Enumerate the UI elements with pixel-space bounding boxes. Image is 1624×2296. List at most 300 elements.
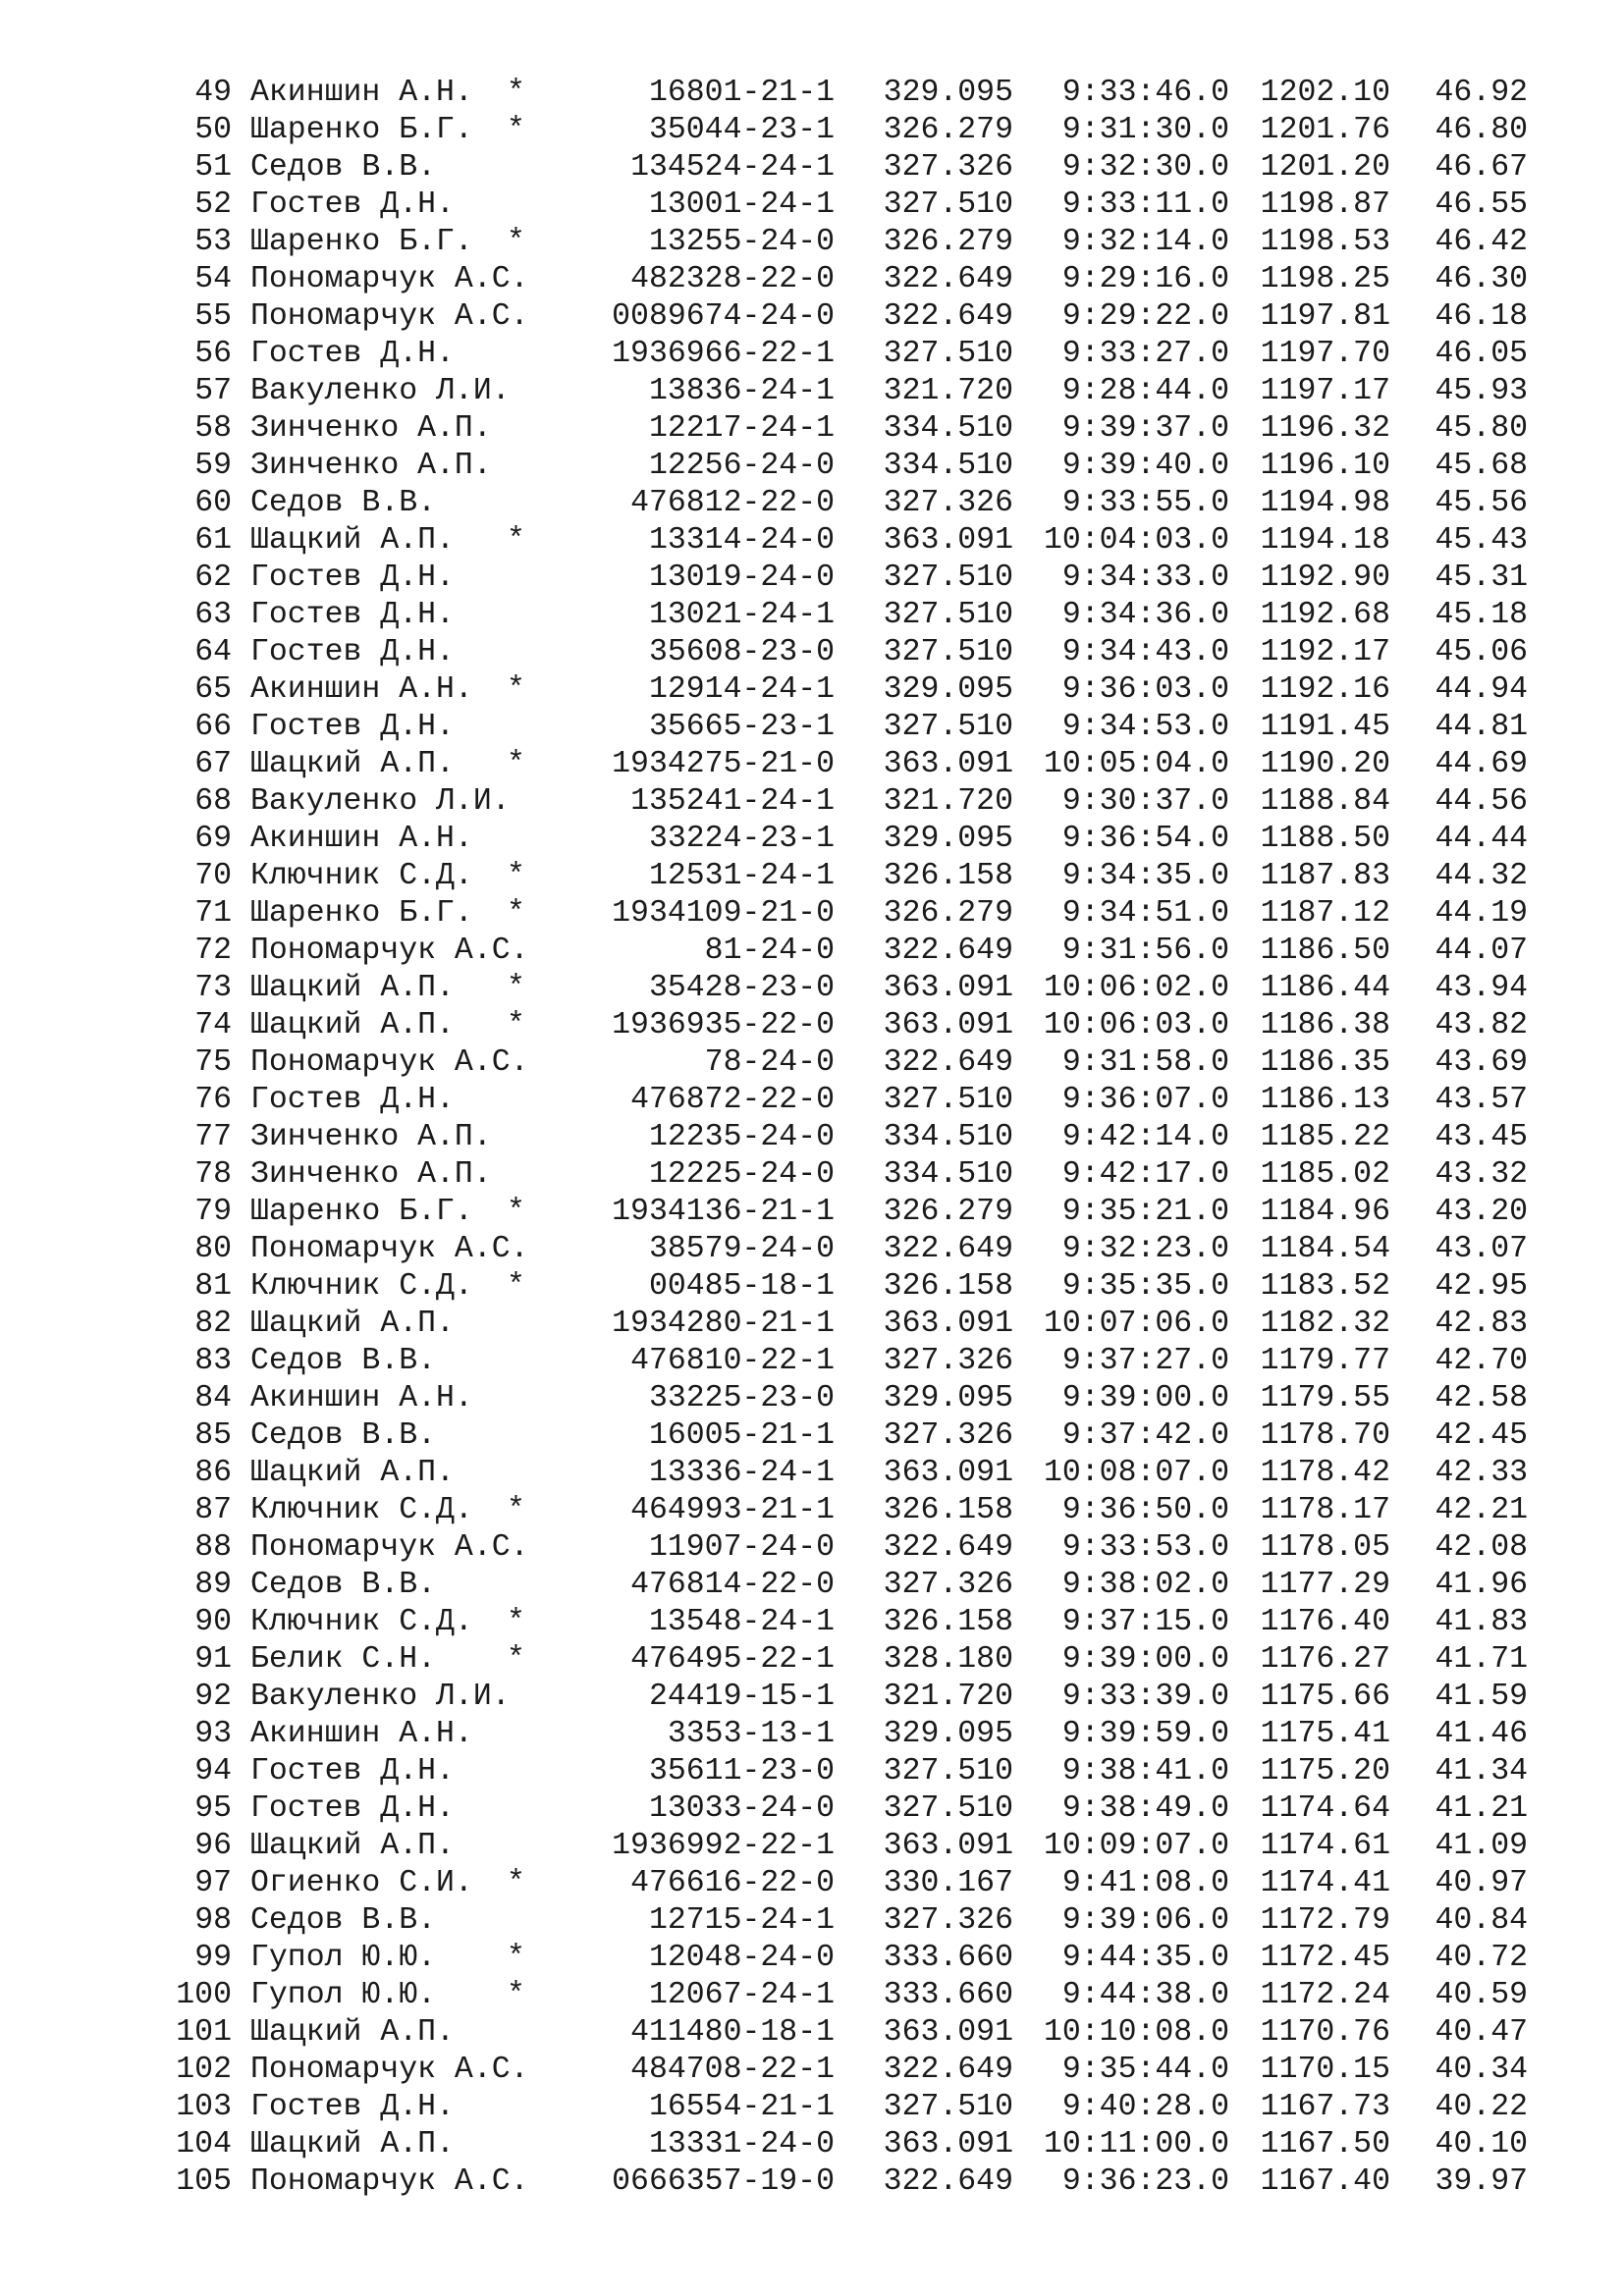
speed: 1187.12 bbox=[1260, 896, 1390, 931]
points: 44.81 bbox=[1435, 710, 1528, 744]
arrival-time: 9:41:08.0 bbox=[1061, 1866, 1229, 1900]
fancier-name: Гостев Д.Н. bbox=[250, 598, 455, 632]
speed: 1178.17 bbox=[1260, 1493, 1390, 1527]
ring-number: 13001-24-1 bbox=[648, 187, 835, 222]
ring-number: 38579-24-0 bbox=[648, 1232, 835, 1266]
points: 40.22 bbox=[1435, 2090, 1528, 2124]
table-row bbox=[157, 1082, 1528, 1119]
results-table bbox=[157, 75, 1528, 2201]
row-number: 84 bbox=[194, 1381, 232, 1415]
table-row bbox=[157, 746, 1528, 783]
table-row bbox=[157, 1417, 1528, 1455]
speed: 1202.10 bbox=[1260, 76, 1390, 110]
speed: 1194.98 bbox=[1260, 486, 1390, 520]
table-row bbox=[157, 1007, 1528, 1044]
fancier-name: Шацкий А.П. bbox=[250, 1456, 455, 1490]
points: 39.97 bbox=[1435, 2164, 1528, 2199]
row-number: 57 bbox=[194, 374, 232, 408]
ring-number: 12256-24-0 bbox=[648, 449, 835, 483]
distance: 327.326 bbox=[883, 1418, 1013, 1453]
arrival-time: 9:29:22.0 bbox=[1061, 299, 1229, 334]
distance: 327.510 bbox=[883, 635, 1013, 669]
star-mark bbox=[507, 2052, 546, 2089]
fancier-name: Шацкий А.П. bbox=[250, 971, 455, 1005]
speed: 1172.24 bbox=[1260, 1978, 1390, 2012]
speed: 1190.20 bbox=[1260, 747, 1390, 781]
table-row bbox=[157, 75, 1528, 112]
speed: 1172.79 bbox=[1260, 1903, 1390, 1938]
distance: 329.095 bbox=[883, 672, 1013, 707]
star-mark: * bbox=[507, 1941, 525, 1975]
ring-number: 476810-22-1 bbox=[630, 1344, 835, 1378]
distance: 334.510 bbox=[883, 411, 1013, 446]
arrival-time: 9:31:56.0 bbox=[1061, 934, 1229, 968]
points: 46.67 bbox=[1435, 150, 1528, 185]
ring-number: 0089674-24-0 bbox=[612, 299, 835, 334]
distance: 322.649 bbox=[883, 2053, 1013, 2087]
distance: 330.167 bbox=[883, 1866, 1013, 1900]
ring-number: 81-24-0 bbox=[704, 934, 835, 968]
points: 43.07 bbox=[1435, 1232, 1528, 1266]
distance: 327.510 bbox=[883, 598, 1013, 632]
table-row bbox=[157, 895, 1528, 933]
ring-number: 484708-22-1 bbox=[630, 2053, 835, 2087]
arrival-time: 9:34:36.0 bbox=[1061, 598, 1229, 632]
ring-number: 13548-24-1 bbox=[648, 1605, 835, 1639]
row-number: 73 bbox=[194, 971, 232, 1005]
star-mark bbox=[507, 410, 546, 448]
speed: 1191.45 bbox=[1260, 710, 1390, 744]
row-number: 68 bbox=[194, 784, 232, 819]
arrival-time: 9:35:21.0 bbox=[1061, 1195, 1229, 1229]
distance: 327.510 bbox=[883, 2090, 1013, 2124]
fancier-name: Седов В.В. bbox=[250, 486, 437, 520]
fancier-name: Пономарчук А.С. bbox=[250, 2164, 529, 2199]
fancier-name: Гостев Д.Н. bbox=[250, 2090, 455, 2124]
row-number: 70 bbox=[194, 859, 232, 893]
speed: 1174.61 bbox=[1260, 1829, 1390, 1863]
table-row bbox=[157, 933, 1528, 970]
arrival-time: 9:32:30.0 bbox=[1061, 150, 1229, 185]
ring-number: 78-24-0 bbox=[704, 1045, 835, 1080]
ring-number: 35428-23-0 bbox=[648, 971, 835, 1005]
arrival-time: 9:32:23.0 bbox=[1061, 1232, 1229, 1266]
row-number: 65 bbox=[194, 672, 232, 707]
fancier-name: Пономарчук А.С. bbox=[250, 2053, 529, 2087]
speed: 1198.25 bbox=[1260, 262, 1390, 296]
speed: 1192.16 bbox=[1260, 672, 1390, 707]
distance: 363.091 bbox=[883, 747, 1013, 781]
speed: 1167.40 bbox=[1260, 2164, 1390, 2199]
fancier-name: Ключник С.Д. bbox=[250, 1493, 473, 1527]
points: 40.47 bbox=[1435, 2015, 1528, 2050]
speed: 1192.17 bbox=[1260, 635, 1390, 669]
ring-number: 482328-22-0 bbox=[630, 262, 835, 296]
speed: 1201.20 bbox=[1260, 150, 1390, 185]
points: 41.09 bbox=[1435, 1829, 1528, 1863]
points: 46.18 bbox=[1435, 299, 1528, 334]
points: 40.84 bbox=[1435, 1903, 1528, 1938]
ring-number: 411480-18-1 bbox=[630, 2015, 835, 2050]
arrival-time: 9:40:28.0 bbox=[1061, 2090, 1229, 2124]
fancier-name: Шацкий А.П. bbox=[250, 523, 455, 558]
distance: 327.510 bbox=[883, 337, 1013, 371]
fancier-name: Шацкий А.П. bbox=[250, 1829, 455, 1863]
table-row bbox=[157, 149, 1528, 187]
distance: 321.720 bbox=[883, 374, 1013, 408]
row-number: 53 bbox=[194, 225, 232, 259]
fancier-name: Зинченко А.П. bbox=[250, 1157, 492, 1192]
distance: 327.510 bbox=[883, 710, 1013, 744]
distance: 326.158 bbox=[883, 859, 1013, 893]
star-mark bbox=[507, 373, 546, 410]
star-mark: * bbox=[507, 896, 525, 931]
points: 42.21 bbox=[1435, 1493, 1528, 1527]
fancier-name: Вакуленко Л.И. bbox=[250, 374, 511, 408]
distance: 363.091 bbox=[883, 1307, 1013, 1341]
points: 42.08 bbox=[1435, 1530, 1528, 1565]
table-row bbox=[157, 1380, 1528, 1417]
ring-number: 12067-24-1 bbox=[648, 1978, 835, 2012]
distance: 322.649 bbox=[883, 1232, 1013, 1266]
table-row bbox=[157, 1231, 1528, 1268]
points: 46.92 bbox=[1435, 76, 1528, 110]
row-number: 74 bbox=[194, 1008, 232, 1042]
speed: 1170.15 bbox=[1260, 2053, 1390, 2087]
ring-number: 35608-23-0 bbox=[648, 635, 835, 669]
speed: 1172.45 bbox=[1260, 1941, 1390, 1975]
distance: 326.279 bbox=[883, 113, 1013, 147]
star-mark: * bbox=[507, 225, 525, 259]
row-number: 61 bbox=[194, 523, 232, 558]
arrival-time: 9:39:00.0 bbox=[1061, 1381, 1229, 1415]
ring-number: 476495-22-1 bbox=[630, 1642, 835, 1677]
arrival-time: 9:33:55.0 bbox=[1061, 486, 1229, 520]
ring-number: 13836-24-1 bbox=[648, 374, 835, 408]
ring-number: 12225-24-0 bbox=[648, 1157, 835, 1192]
table-row bbox=[157, 1529, 1528, 1567]
points: 43.32 bbox=[1435, 1157, 1528, 1192]
fancier-name: Ключник С.Д. bbox=[250, 1605, 473, 1639]
arrival-time: 9:36:03.0 bbox=[1061, 672, 1229, 707]
arrival-time: 10:09:07.0 bbox=[1043, 1829, 1229, 1863]
table-row bbox=[157, 1865, 1528, 1902]
fancier-name: Гостев Д.Н. bbox=[250, 187, 455, 222]
speed: 1170.76 bbox=[1260, 2015, 1390, 2050]
table-row bbox=[157, 2014, 1528, 2052]
star-mark: * bbox=[507, 1605, 525, 1639]
ring-number: 35665-23-1 bbox=[648, 710, 835, 744]
star-mark: * bbox=[507, 1642, 525, 1677]
points: 45.31 bbox=[1435, 561, 1528, 595]
row-number: 75 bbox=[194, 1045, 232, 1080]
ring-number: 13331-24-0 bbox=[648, 2127, 835, 2162]
distance: 322.649 bbox=[883, 1530, 1013, 1565]
ring-number: 1936966-22-1 bbox=[612, 337, 835, 371]
arrival-time: 9:36:54.0 bbox=[1061, 822, 1229, 856]
arrival-time: 9:33:27.0 bbox=[1061, 337, 1229, 371]
star-mark: * bbox=[507, 1978, 525, 2012]
speed: 1197.70 bbox=[1260, 337, 1390, 371]
speed: 1192.90 bbox=[1260, 561, 1390, 595]
fancier-name: Зинченко А.П. bbox=[250, 449, 492, 483]
distance: 327.510 bbox=[883, 187, 1013, 222]
row-number: 83 bbox=[194, 1344, 232, 1378]
star-mark: * bbox=[507, 76, 525, 110]
distance: 329.095 bbox=[883, 76, 1013, 110]
fancier-name: Акиншин А.Н. bbox=[250, 672, 473, 707]
table-row bbox=[157, 2163, 1528, 2201]
points: 45.06 bbox=[1435, 635, 1528, 669]
row-number: 58 bbox=[194, 411, 232, 446]
row-number: 72 bbox=[194, 934, 232, 968]
row-number: 69 bbox=[194, 822, 232, 856]
star-mark bbox=[507, 2089, 546, 2126]
fancier-name: Пономарчук А.С. bbox=[250, 1232, 529, 1266]
row-number: 66 bbox=[194, 710, 232, 744]
arrival-time: 9:37:15.0 bbox=[1061, 1605, 1229, 1639]
star-mark bbox=[507, 298, 546, 336]
speed: 1186.35 bbox=[1260, 1045, 1390, 1080]
star-mark: * bbox=[507, 672, 525, 707]
row-number: 60 bbox=[194, 486, 232, 520]
points: 43.82 bbox=[1435, 1008, 1528, 1042]
fancier-name: Гостев Д.Н. bbox=[250, 635, 455, 669]
fancier-name: Шацкий А.П. bbox=[250, 1008, 455, 1042]
table-row bbox=[157, 709, 1528, 746]
star-mark bbox=[507, 261, 546, 298]
ring-number: 135241-24-1 bbox=[630, 784, 835, 819]
points: 43.69 bbox=[1435, 1045, 1528, 1080]
speed: 1196.32 bbox=[1260, 411, 1390, 446]
arrival-time: 9:33:39.0 bbox=[1061, 1680, 1229, 1714]
table-row bbox=[157, 2089, 1528, 2126]
fancier-name: Гостев Д.Н. bbox=[250, 1791, 455, 1826]
distance: 363.091 bbox=[883, 1829, 1013, 1863]
row-number: 92 bbox=[194, 1680, 232, 1714]
points: 45.80 bbox=[1435, 411, 1528, 446]
row-number: 56 bbox=[194, 337, 232, 371]
speed: 1178.70 bbox=[1260, 1418, 1390, 1453]
speed: 1196.10 bbox=[1260, 449, 1390, 483]
fancier-name: Седов В.В. bbox=[250, 1568, 437, 1602]
star-mark bbox=[507, 821, 546, 858]
fancier-name: Пономарчук А.С. bbox=[250, 934, 529, 968]
points: 41.83 bbox=[1435, 1605, 1528, 1639]
row-number: 52 bbox=[194, 187, 232, 222]
points: 46.80 bbox=[1435, 113, 1528, 147]
speed: 1198.53 bbox=[1260, 225, 1390, 259]
table-row bbox=[157, 560, 1528, 597]
arrival-time: 9:39:40.0 bbox=[1061, 449, 1229, 483]
table-row bbox=[157, 448, 1528, 485]
points: 44.19 bbox=[1435, 896, 1528, 931]
arrival-time: 9:28:44.0 bbox=[1061, 374, 1229, 408]
speed: 1167.73 bbox=[1260, 2090, 1390, 2124]
speed: 1178.05 bbox=[1260, 1530, 1390, 1565]
fancier-name: Гупол Ю.Ю. bbox=[250, 1941, 437, 1975]
row-number: 105 bbox=[176, 2164, 232, 2199]
speed: 1194.18 bbox=[1260, 523, 1390, 558]
fancier-name: Ключник С.Д. bbox=[250, 1269, 473, 1304]
arrival-time: 9:42:17.0 bbox=[1061, 1157, 1229, 1192]
distance: 329.095 bbox=[883, 1381, 1013, 1415]
points: 45.93 bbox=[1435, 374, 1528, 408]
row-number: 78 bbox=[194, 1157, 232, 1192]
ring-number: 35611-23-0 bbox=[648, 1754, 835, 1789]
row-number: 49 bbox=[194, 76, 232, 110]
star-mark bbox=[507, 2014, 546, 2052]
table-row bbox=[157, 821, 1528, 858]
table-row bbox=[157, 522, 1528, 560]
fancier-name: Гупол Ю.Ю. bbox=[250, 1978, 437, 2012]
points: 41.96 bbox=[1435, 1568, 1528, 1602]
speed: 1186.50 bbox=[1260, 934, 1390, 968]
fancier-name: Гостев Д.Н. bbox=[250, 561, 455, 595]
row-number: 100 bbox=[176, 1978, 232, 2012]
ring-number: 1934275-21-0 bbox=[612, 747, 835, 781]
table-row bbox=[157, 298, 1528, 336]
distance: 326.279 bbox=[883, 1195, 1013, 1229]
row-number: 81 bbox=[194, 1269, 232, 1304]
star-mark bbox=[507, 149, 546, 187]
table-row bbox=[157, 1828, 1528, 1865]
speed: 1179.55 bbox=[1260, 1381, 1390, 1415]
star-mark bbox=[507, 1380, 546, 1417]
points: 45.18 bbox=[1435, 598, 1528, 632]
points: 44.44 bbox=[1435, 822, 1528, 856]
distance: 329.095 bbox=[883, 822, 1013, 856]
distance: 329.095 bbox=[883, 1717, 1013, 1751]
fancier-name: Вакуленко Л.И. bbox=[250, 1680, 511, 1714]
star-mark bbox=[507, 560, 546, 597]
distance: 328.180 bbox=[883, 1642, 1013, 1677]
fancier-name: Пономарчук А.С. bbox=[250, 299, 529, 334]
points: 40.10 bbox=[1435, 2127, 1528, 2162]
arrival-time: 10:05:04.0 bbox=[1043, 747, 1229, 781]
star-mark: * bbox=[507, 1195, 525, 1229]
ring-number: 134524-24-1 bbox=[630, 150, 835, 185]
table-row bbox=[157, 1641, 1528, 1679]
table-row bbox=[157, 1306, 1528, 1343]
table-row bbox=[157, 1977, 1528, 2014]
points: 41.59 bbox=[1435, 1680, 1528, 1714]
speed: 1174.41 bbox=[1260, 1866, 1390, 1900]
ring-number: 16801-21-1 bbox=[648, 76, 835, 110]
distance: 327.510 bbox=[883, 1754, 1013, 1789]
fancier-name: Шацкий А.П. bbox=[250, 2015, 455, 2050]
ring-number: 464993-21-1 bbox=[630, 1493, 835, 1527]
arrival-time: 9:36:23.0 bbox=[1061, 2164, 1229, 2199]
star-mark: * bbox=[507, 113, 525, 147]
distance: 326.158 bbox=[883, 1269, 1013, 1304]
points: 42.83 bbox=[1435, 1307, 1528, 1341]
star-mark bbox=[507, 1902, 546, 1940]
row-number: 80 bbox=[194, 1232, 232, 1266]
distance: 363.091 bbox=[883, 1456, 1013, 1490]
star-mark bbox=[507, 2126, 546, 2163]
arrival-time: 9:38:41.0 bbox=[1061, 1754, 1229, 1789]
star-mark bbox=[507, 634, 546, 671]
table-row bbox=[157, 1902, 1528, 1940]
fancier-name: Пономарчук А.С. bbox=[250, 1045, 529, 1080]
fancier-name: Шацкий А.П. bbox=[250, 747, 455, 781]
distance: 327.326 bbox=[883, 1903, 1013, 1938]
table-row bbox=[157, 1343, 1528, 1380]
table-row bbox=[157, 1492, 1528, 1529]
star-mark bbox=[507, 709, 546, 746]
distance: 327.326 bbox=[883, 1568, 1013, 1602]
arrival-time: 10:07:06.0 bbox=[1043, 1307, 1229, 1341]
points: 44.32 bbox=[1435, 859, 1528, 893]
speed: 1197.17 bbox=[1260, 374, 1390, 408]
speed: 1175.20 bbox=[1260, 1754, 1390, 1789]
arrival-time: 9:34:43.0 bbox=[1061, 635, 1229, 669]
table-row bbox=[157, 671, 1528, 709]
row-number: 104 bbox=[176, 2127, 232, 2162]
star-mark: * bbox=[507, 971, 525, 1005]
row-number: 96 bbox=[194, 1829, 232, 1863]
speed: 1175.41 bbox=[1260, 1717, 1390, 1751]
points: 44.56 bbox=[1435, 784, 1528, 819]
fancier-name: Седов В.В. bbox=[250, 1418, 437, 1453]
arrival-time: 10:11:00.0 bbox=[1043, 2127, 1229, 2162]
arrival-time: 9:39:06.0 bbox=[1061, 1903, 1229, 1938]
table-row bbox=[157, 187, 1528, 224]
points: 40.34 bbox=[1435, 2053, 1528, 2087]
ring-number: 12235-24-0 bbox=[648, 1120, 835, 1154]
distance: 322.649 bbox=[883, 262, 1013, 296]
star-mark bbox=[507, 783, 546, 821]
ring-number: 13255-24-0 bbox=[648, 225, 835, 259]
distance: 363.091 bbox=[883, 971, 1013, 1005]
speed: 1197.81 bbox=[1260, 299, 1390, 334]
row-number: 103 bbox=[176, 2090, 232, 2124]
ring-number: 13019-24-0 bbox=[648, 561, 835, 595]
points: 40.97 bbox=[1435, 1866, 1528, 1900]
arrival-time: 9:29:16.0 bbox=[1061, 262, 1229, 296]
star-mark bbox=[507, 1156, 546, 1194]
arrival-time: 9:36:50.0 bbox=[1061, 1493, 1229, 1527]
ring-number: 12914-24-1 bbox=[648, 672, 835, 707]
star-mark bbox=[507, 1567, 546, 1604]
ring-number: 11907-24-0 bbox=[648, 1530, 835, 1565]
row-number: 55 bbox=[194, 299, 232, 334]
fancier-name: Седов В.В. bbox=[250, 1344, 437, 1378]
row-number: 54 bbox=[194, 262, 232, 296]
speed: 1185.02 bbox=[1260, 1157, 1390, 1192]
row-number: 86 bbox=[194, 1456, 232, 1490]
distance: 326.158 bbox=[883, 1493, 1013, 1527]
arrival-time: 9:33:53.0 bbox=[1061, 1530, 1229, 1565]
row-number: 93 bbox=[194, 1717, 232, 1751]
star-mark bbox=[507, 336, 546, 373]
table-row bbox=[157, 1156, 1528, 1194]
fancier-name: Акиншин А.Н. bbox=[250, 1717, 473, 1751]
table-row bbox=[157, 1753, 1528, 1790]
distance: 322.649 bbox=[883, 1045, 1013, 1080]
row-number: 91 bbox=[194, 1642, 232, 1677]
ring-number: 00485-18-1 bbox=[648, 1269, 835, 1304]
distance: 327.326 bbox=[883, 150, 1013, 185]
distance: 333.660 bbox=[883, 1941, 1013, 1975]
row-number: 87 bbox=[194, 1493, 232, 1527]
star-mark bbox=[507, 1231, 546, 1268]
table-row bbox=[157, 1268, 1528, 1306]
distance: 334.510 bbox=[883, 449, 1013, 483]
arrival-time: 9:35:44.0 bbox=[1061, 2053, 1229, 2087]
table-row bbox=[157, 1604, 1528, 1641]
